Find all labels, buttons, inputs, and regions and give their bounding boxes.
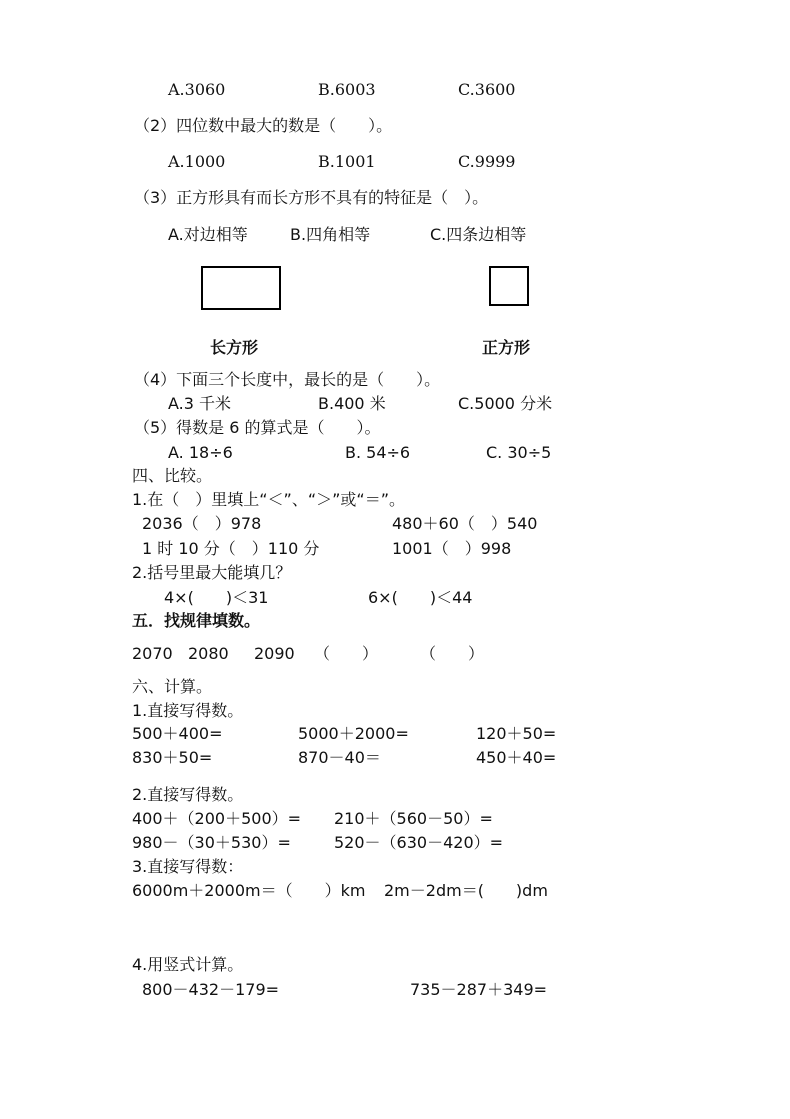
vertical-calc-item-2: 735－287＋349= [410, 980, 548, 999]
section4-p1-stem: 1.在（ ）里填上“＜”、“＞”或“＝”。 [132, 490, 406, 509]
q5-option-a: A. 18÷6 [168, 443, 233, 462]
unit-item-2: 2m－2dm＝( )dm [384, 881, 548, 900]
q3-option-a: A.对边相等 [168, 225, 248, 244]
q1-option-a: A.3060 [168, 80, 226, 99]
q4-option-c: C.5000 分米 [458, 394, 553, 413]
square-label: 正方形 [482, 338, 531, 357]
compare-item-3: 1 时 10 分（ ）110 分 [142, 539, 320, 558]
q4-option-a: A.3 千米 [168, 394, 232, 413]
q2-stem: （2）四位数中最大的数是（ ）。 [134, 116, 393, 135]
max-fill-item-2: 6×( )＜44 [368, 588, 473, 607]
calc2-item-2: 210＋（560－50）= [334, 809, 493, 828]
sequence-item-2: 2080 [188, 644, 229, 663]
q4-option-b: B.400 米 [318, 394, 386, 413]
calc2-item-3: 980－（30＋530）= [132, 833, 291, 852]
sequence-blank-1: （ ） [314, 644, 379, 663]
max-fill-item-1: 4×( )＜31 [164, 588, 269, 607]
calc-item-1: 500＋400= [132, 724, 223, 743]
calc-item-3: 120＋50= [476, 724, 557, 743]
compare-item-4: 1001（ ）998 [392, 539, 512, 558]
q3-option-c: C.四条边相等 [430, 225, 527, 244]
q3-option-b: B.四角相等 [290, 225, 371, 244]
q3-stem: （3）正方形具有而长方形不具有的特征是（ ）。 [134, 188, 489, 207]
section5-title: 五．找规律填数。 [132, 611, 261, 630]
section6-p1-stem: 1.直接写得数。 [132, 701, 244, 720]
section6-title: 六、计算。 [132, 677, 213, 696]
q2-option-c: C.9999 [458, 152, 516, 171]
compare-item-1: 2036（ ）978 [142, 514, 262, 533]
unit-item-1: 6000m＋2000m＝（ ）km [132, 881, 366, 900]
calc-item-4: 830＋50= [132, 748, 213, 767]
section6-p4-stem: 4.用竖式计算。 [132, 955, 244, 974]
calc2-item-4: 520－（630－420）= [334, 833, 504, 852]
rectangle-label: 长方形 [210, 338, 259, 357]
calc-item-5: 870－40＝ [298, 748, 381, 767]
section4-p2-stem: 2.括号里最大能填几？ [132, 563, 292, 582]
q1-option-c: C.3600 [458, 80, 516, 99]
sequence-blank-2: （ ） [420, 644, 485, 663]
calc-item-6: 450＋40= [476, 748, 557, 767]
q5-stem: （5）得数是 6 的算式是（ ）。 [134, 418, 381, 437]
q4-stem: （4）下面三个长度中，最长的是（ ）。 [134, 370, 441, 389]
calc2-item-1: 400＋（200＋500）= [132, 809, 302, 828]
compare-item-2: 480＋60（ ）540 [392, 514, 538, 533]
q5-option-c: C. 30÷5 [486, 443, 552, 462]
section4-title: 四、比较。 [132, 466, 213, 485]
q5-option-b: B. 54÷6 [345, 443, 411, 462]
square-shape [489, 266, 529, 306]
vertical-calc-item-1: 800－432－179= [142, 980, 280, 999]
q2-option-a: A.1000 [168, 152, 226, 171]
section6-p3-stem: 3.直接写得数： [132, 857, 244, 876]
calc-item-2: 5000＋2000= [298, 724, 409, 743]
q1-option-b: B.6003 [318, 80, 376, 99]
q2-option-b: B.1001 [318, 152, 376, 171]
rectangle-shape [201, 266, 281, 310]
sequence-item-1: 2070 [132, 644, 173, 663]
section6-p2-stem: 2.直接写得数。 [132, 785, 244, 804]
sequence-item-3: 2090 [254, 644, 295, 663]
